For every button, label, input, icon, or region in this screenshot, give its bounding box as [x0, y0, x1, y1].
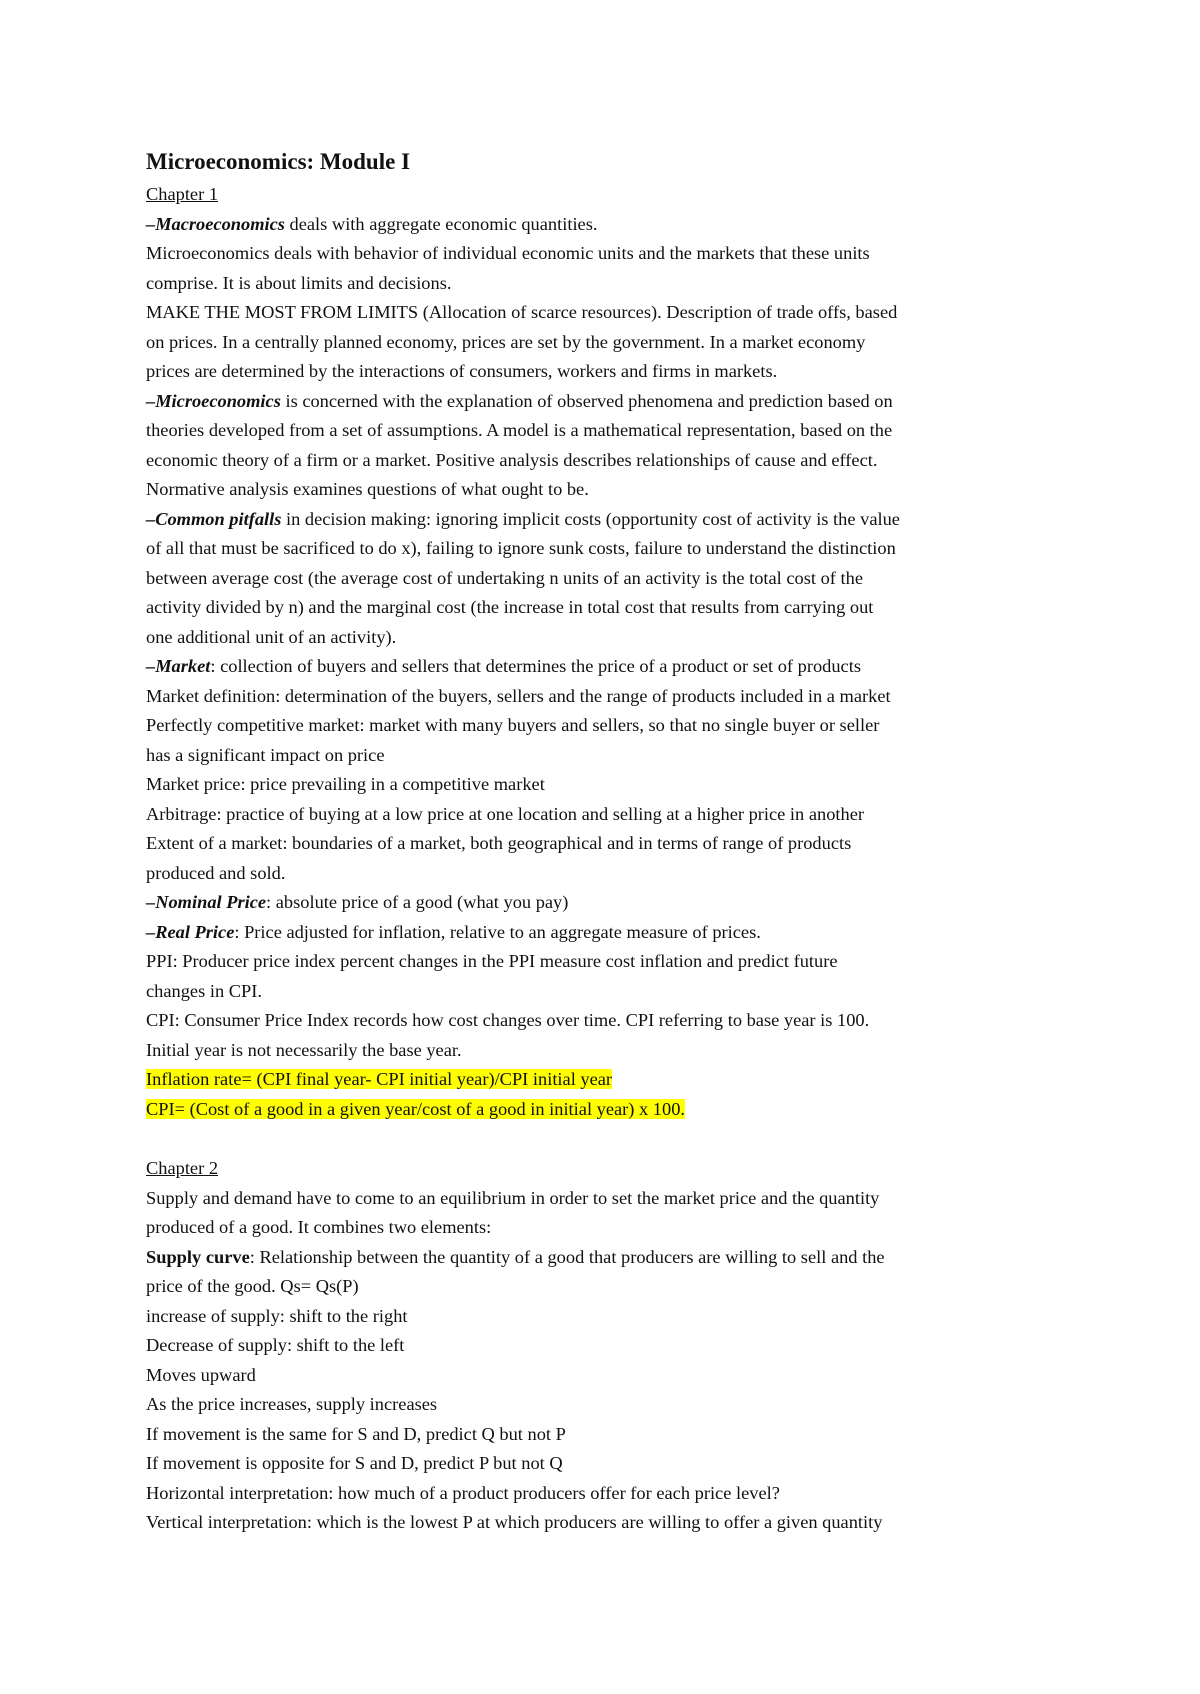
- term-label: –Microeconomics: [146, 390, 281, 411]
- chapter-1-body: [146, 210, 1076, 1066]
- line-text: : collection of buyers and sellers that determines the price of a product or set of products: [210, 656, 861, 676]
- line-text: one additional unit of an activity).: [146, 626, 397, 647]
- text-line: [146, 475, 1076, 505]
- line-text: CPI: Consumer Price Index records how cost changes over time. CPI referring to base year is 100.: [146, 1010, 870, 1030]
- line-text: : Price adjusted for inflation, relative to an aggregate measure of prices.: [234, 921, 761, 942]
- text-line: [146, 1331, 1076, 1361]
- line-text: activity divided by n) and the marginal cost (the increase in total cost that results from carrying out: [146, 597, 874, 617]
- line-text: : absolute price of a good (what you pay): [266, 892, 569, 912]
- text-line: [146, 1243, 1076, 1273]
- line-text: PPI: Producer price index percent changes in the PPI measure cost inflation and predict future: [146, 951, 838, 971]
- text-line: [146, 446, 1076, 476]
- line-text: price of the good. Qs= Qs(P): [146, 1276, 359, 1296]
- text-line: [146, 298, 1076, 328]
- line-text: As the price increases, supply increases: [146, 1394, 438, 1414]
- line-text: economic theory of a firm or a market. Positive analysis describes relationships of cause and effect.: [146, 449, 878, 470]
- line-text: Arbitrage: practice of buying at a low price at one location and selling at a higher price in another: [146, 803, 864, 824]
- chapter-2-heading: Chapter 2: [146, 1158, 219, 1178]
- chapter-1-formulas: [146, 1065, 1076, 1124]
- text-line: [146, 1449, 1076, 1479]
- highlighted-formula: CPI= (Cost of a good in a given year/cost of a good in initial year) x 100.: [146, 1098, 685, 1119]
- line-text: produced and sold.: [146, 862, 286, 883]
- text-line: [146, 1006, 1076, 1036]
- line-text: on prices. In a centrally planned economy, prices are set by the government. In a market economy: [146, 331, 866, 352]
- term-label: –Common pitfalls: [146, 508, 282, 529]
- term-label: –Market: [146, 656, 211, 676]
- line-text: between average cost (the average cost of undertaking n units of an activity is the total cost of the: [146, 567, 863, 588]
- text-line: [146, 534, 1076, 564]
- line-text: has a significant impact on price: [146, 744, 385, 765]
- text-line: [146, 977, 1076, 1007]
- line-text: Horizontal interpretation: how much of a product producers offer for each price level?: [146, 1482, 780, 1503]
- text-line: [146, 1184, 1076, 1214]
- line-text: Supply and demand have to come to an equilibrium in order to set the market price and the quantity: [146, 1187, 880, 1208]
- text-line: [146, 1420, 1076, 1450]
- line-text: If movement is opposite for S and D, predict P but not Q: [146, 1453, 563, 1473]
- line-text: produced of a good. It combines two elements:: [146, 1217, 492, 1237]
- line-text: Market price: price prevailing in a competitive market: [146, 774, 545, 794]
- line-text: increase of supply: shift to the right: [146, 1305, 408, 1326]
- text-line: [146, 328, 1076, 358]
- text-line: [146, 800, 1076, 830]
- term-label: –Macroeconomics: [146, 213, 285, 234]
- line-text: theories developed from a set of assumptions. A model is a mathematical representation, based on the: [146, 420, 893, 440]
- line-text: changes in CPI.: [146, 980, 262, 1001]
- text-line: [146, 859, 1076, 889]
- text-line: [146, 387, 1076, 417]
- text-line: [146, 210, 1076, 240]
- line-text: Decrease of supply: shift to the left: [146, 1335, 405, 1355]
- document-title: Microeconomics: Module I: [146, 149, 411, 174]
- chapter-2-body: [146, 1184, 1076, 1538]
- highlighted-formula: Inflation rate= (CPI final year- CPI initial year)/CPI initial year: [146, 1069, 613, 1089]
- line-text: MAKE THE MOST FROM LIMITS (Allocation of scarce resources). Description of trade offs, based: [146, 302, 898, 322]
- line-text: of all that must be sacrificed to do x), failing to ignore sunk costs, failure to understand the distinction: [146, 538, 896, 558]
- document-page: [146, 146, 1076, 1538]
- text-line: [146, 1508, 1076, 1538]
- text-line: [146, 1036, 1076, 1066]
- text-line: [146, 947, 1076, 977]
- line-text: Normative analysis examines questions of what ought to be.: [146, 479, 589, 499]
- chapter-1-heading: Chapter 1: [146, 184, 219, 204]
- line-text: Extent of a market: boundaries of a market, both geographical and in terms of range of products: [146, 833, 852, 853]
- text-line: [146, 623, 1076, 653]
- text-line: [146, 593, 1076, 623]
- text-line: [146, 1390, 1076, 1420]
- text-line: [146, 918, 1076, 948]
- line-text: If movement is the same for S and D, predict Q but not P: [146, 1423, 566, 1444]
- text-line: [146, 269, 1076, 299]
- text-line: [146, 239, 1076, 269]
- text-line: [146, 770, 1076, 800]
- term-label: Supply curve: [146, 1246, 250, 1267]
- line-text: Initial year is not necessarily the base year.: [146, 1039, 462, 1060]
- line-text: Market definition: determination of the buyers, sellers and the range of products included in a market: [146, 685, 891, 706]
- line-text: Microeconomics deals with behavior of individual economic units and the markets that these units: [146, 243, 870, 263]
- text-line: [146, 1361, 1076, 1391]
- text-line: [146, 1479, 1076, 1509]
- text-line: [146, 1213, 1076, 1243]
- formula-line: [146, 1065, 1076, 1095]
- line-text: is concerned with the explanation of observed phenomena and prediction based on: [280, 390, 893, 411]
- line-text: : Relationship between the quantity of a good that producers are willing to sell and the: [249, 1246, 885, 1267]
- text-line: [146, 416, 1076, 446]
- text-line: [146, 682, 1076, 712]
- formula-line: [146, 1095, 1076, 1125]
- section-gap: [146, 1124, 1076, 1154]
- text-line: [146, 564, 1076, 594]
- text-line: [146, 1272, 1076, 1302]
- text-line: [146, 829, 1076, 859]
- line-text: comprise. It is about limits and decisions.: [146, 272, 452, 293]
- line-text: deals with aggregate economic quantities.: [284, 213, 598, 234]
- text-line: [146, 1302, 1076, 1332]
- line-text: Perfectly competitive market: market with many buyers and sellers, so that no single buyer or seller: [146, 715, 880, 735]
- text-line: [146, 652, 1076, 682]
- text-line: [146, 505, 1076, 535]
- text-line: [146, 711, 1076, 741]
- line-text: Moves upward: [146, 1364, 256, 1385]
- line-text: prices are determined by the interactions of consumers, workers and firms in markets.: [146, 361, 778, 381]
- line-text: Vertical interpretation: which is the lowest P at which producers are willing to offer a given quantity: [146, 1512, 883, 1532]
- text-line: [146, 741, 1076, 771]
- term-label: –Real Price: [146, 921, 235, 942]
- line-text: in decision making: ignoring implicit costs (opportunity cost of activity is the value: [281, 508, 900, 529]
- text-line: [146, 357, 1076, 387]
- text-line: [146, 888, 1076, 918]
- term-label: –Nominal Price: [146, 892, 267, 912]
